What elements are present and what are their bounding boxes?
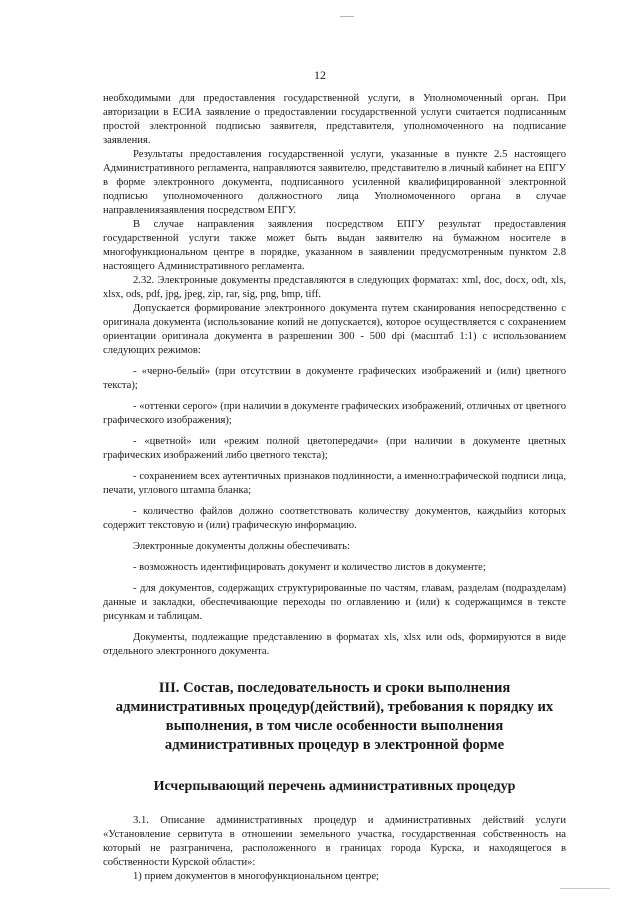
list-item-color: - «цветной» или «режим полной цветопередачи» (при наличии в документе цветных графических изображений либо цветного текста); bbox=[103, 436, 566, 461]
paragraph-requirements: Электронные документы должны обеспечивать: bbox=[133, 541, 350, 552]
paragraph-paper-result: В случае направления заявления посредством ЕПГУ результат предоставления государственной услуги также может быть выдан заявителю на бумажном носителе в многофункциональном центре в порядке, указанном в заявлении предусмотренным пунктом 2.8 настоящего Административного регламента. bbox=[103, 219, 566, 272]
list-item-bw: - «черно-белый» (при отсутствии в документе графических изображений и (или) цветного текста); bbox=[103, 366, 566, 391]
paragraph-results: Результаты предоставления государственной услуги, указанные в пункте 2.5 настоящего Административного регламента, направляются заявителю, представителю в личный кабинет на ЕПГУ в форме электронного документа, подписанного усиленной квалифицированной электронной подписью уполномоченного должностного лица Уполномоченного органа в случае направлениязаявления посредством ЕПГУ. bbox=[103, 149, 566, 216]
document-body bbox=[103, 92, 566, 884]
list-item-file-count: - количество файлов должно соответствовать количеству документов, каждыйиз которых содержит текстовую и (или) графическую информацию. bbox=[103, 506, 566, 531]
subsection-heading: Исчерпывающий перечень административных процедур bbox=[153, 779, 516, 794]
list-item-procedure-1: 1) прием документов в многофункциональном центре; bbox=[133, 871, 380, 882]
section-heading: III. Состав, последовательность и сроки выполнения административных процедур(действий), требования к порядку их выполнения, в том числе особенности выполнения административных процедур в электронной форме bbox=[115, 680, 554, 753]
list-item-grayscale: - «оттенки серого» (при наличии в документе графических изображений, отличных от цветного графического изображения); bbox=[103, 401, 566, 426]
page-number: 12 bbox=[314, 68, 326, 82]
paragraph-formats: 2.32. Электронные документы представляются в следующих форматах: xml, doc, docx, odt, xls, xlsx, ods, pdf, jpg, jpeg, zip, rar, sig, png, bmp, tiff. bbox=[103, 275, 566, 300]
list-item-authenticity: - сохранением всех аутентичных признаков подлинности, а именно:графической подписи лица, печати, углового штампа бланка; bbox=[103, 471, 566, 496]
paragraph-procedures: 3.1. Описание административных процедур и административных действий услуги «Установление сервитута в отношении земельного участка, государственная собственность на который не разграничена, расположенного в границах города Курска, и находящегося в собственности Курской области»: bbox=[103, 815, 566, 868]
paragraph-continuation: необходимыми для предоставления государственной услуги, в Уполномоченный орган. При авторизации в ЕСИА заявление о предоставлении государственной услуги считается подписанным простой электронной подписью заявителя, представителя, уполномоченного на подписание заявления. bbox=[103, 93, 566, 146]
paragraph-scanning: Допускается формирование электронного документа путем сканирования непосредственно с оригинала документа (использование копий не допускается), которое осуществляется с сохранением ориентации оригинала документа в разрешении 300 - 500 dpi (масштаб 1:1) с использованием следующих режимов: bbox=[103, 303, 566, 356]
list-item-structured: - для документов, содержащих структурированные по частям, главам, разделам (подразделам) данные и закладки, обеспечивающие переходы по оглавлению и (или) к содержащимся в тексте рисункам и таблицам. bbox=[103, 583, 566, 622]
paragraph-separate-doc: Документы, подлежащие представлению в форматах xls, xlsx или ods, формируются в виде отдельного электронного документа. bbox=[103, 632, 566, 657]
scan-mark-top bbox=[340, 16, 354, 17]
scan-mark-bottom bbox=[560, 888, 610, 889]
list-item-identify: - возможность идентифицировать документ и количество листов в документе; bbox=[133, 562, 486, 573]
